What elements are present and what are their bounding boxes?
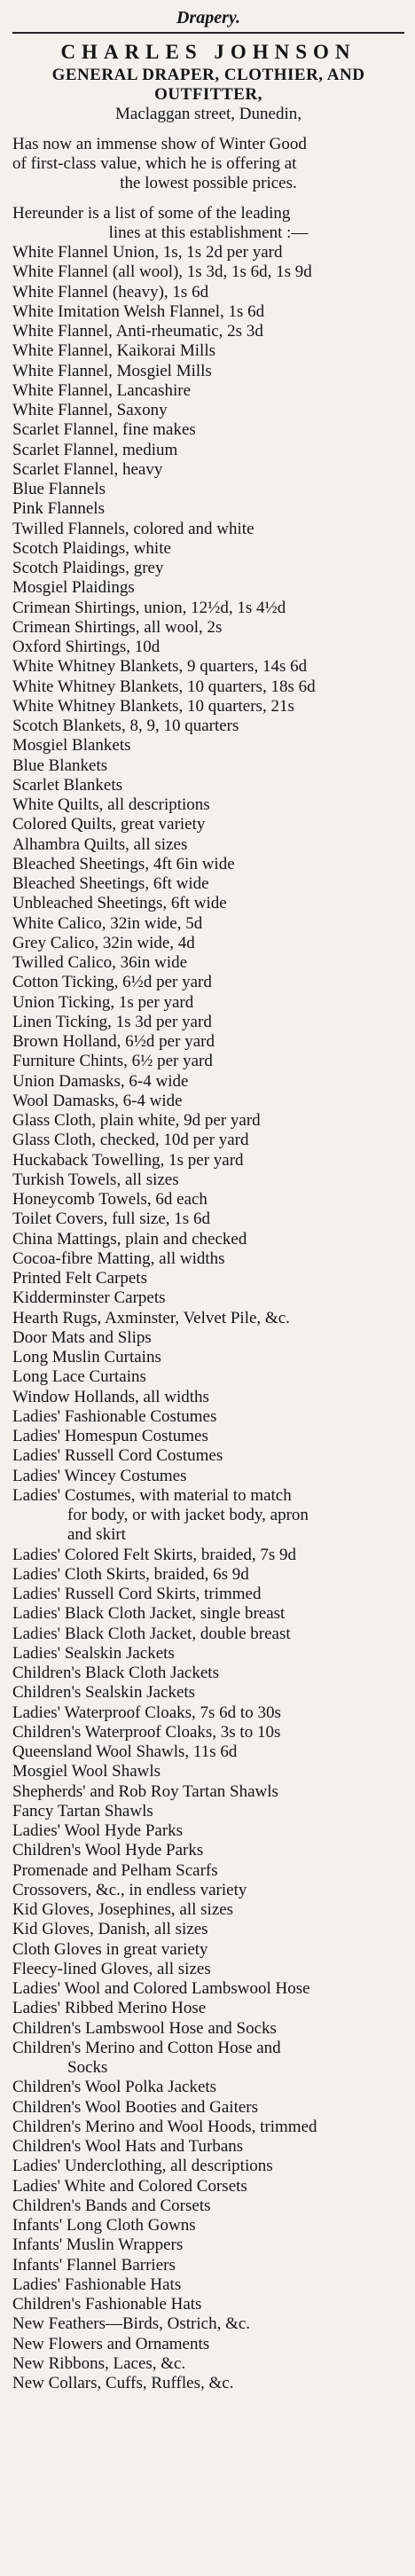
intro-paragraph [12,135,404,193]
goods-list-item: White Imitation Welsh Flannel, 1s 6d [12,301,265,321]
goods-list-item: Toilet Covers, full size, 1s 6d [12,1210,210,1229]
goods-list-item: for body, or with jacket body, apron [67,1506,309,1524]
goods-list [12,243,404,2393]
goods-list-item: White Flannel (all wool), 1s 3d, 1s 6d, 1s 9d [12,262,312,282]
goods-list-item: Kidderminster Carpets [12,1288,166,1308]
goods-list-item: Wool Damasks, 6-4 wide [12,1091,183,1110]
goods-list-item: Honeycomb Towels, 6d each [12,1190,208,1209]
goods-list-item: Queensland Wool Shawls, 11s 6d [12,1742,238,1761]
goods-list-item: White Whitney Blankets, 9 quarters, 14s 6d [12,657,308,677]
goods-list-item: and skirt [67,1525,126,1545]
intro-line: Has now an immense show of Winter Good [12,135,307,153]
goods-list-item: Ladies' Black Cloth Jacket, double breast [12,1624,291,1643]
goods-list-item: Ladies' Wool Hyde Parks [12,1821,184,1840]
goods-list-item: New Collars, Cuffs, Ruffles, &c. [12,2374,234,2392]
goods-list-item: Blue Flannels [12,480,106,498]
list-intro-line: Hereunder is a list of some of the leading [12,204,291,223]
goods-list-item: Infants' Muslin Wrappers [12,2235,184,2255]
goods-list-item: Ladies' Black Cloth Jacket, single breast [12,1604,286,1624]
goods-list-item: White Flannel, Lancashire [12,380,192,400]
goods-list-item: Scarlet Blankets [12,775,122,795]
goods-list-item: Union Ticking, 1s per yard [12,992,194,1012]
goods-list-item: Children's Sealskin Jackets [12,1683,196,1703]
goods-list-item: Ladies' Russell Cord Costumes [12,1446,223,1466]
goods-list-item: Huckaback Towelling, 1s per yard [12,1150,244,1170]
goods-list-item: Pink Flannels [12,499,105,519]
goods-list-item: New Ribbons, Laces, &c. [12,2353,186,2373]
goods-list-item: Ladies' Underclothing, all descriptions [12,2157,273,2176]
goods-list-item: Cotton Ticking, 6½d per yard [12,973,212,992]
goods-list-item: White Flannel, Saxony [12,401,168,419]
goods-list-item: Furniture Chints, 6½ per yard [12,1052,213,1071]
goods-list-item: Bleached Sheetings, 6ft wide [12,874,209,893]
goods-list-item: Oxford Shirtings, 10d [12,638,161,656]
advertiser-name: CHARLES JOHNSON [60,41,356,63]
heading-rule [12,32,404,34]
goods-list-item: Grey Calico, 32in wide, 4d [12,933,195,952]
goods-list-item: Alhambra Quilts, all sizes [12,834,188,854]
goods-list-item: Children's Wool Hats and Turbans [12,2137,244,2156]
goods-list-item: White Quilts, all descriptions [12,795,210,814]
goods-list-item: Ladies' Fashionable Hats [12,2275,182,2294]
goods-list-item: Scarlet Flannel, heavy [12,459,163,479]
goods-list-item: Twilled Flannels, colored and white [12,519,254,538]
goods-list-item: New Feathers—Birds, Ostrich, &c. [12,2314,251,2334]
goods-list-item: Door Mats and Slips [12,1327,152,1347]
goods-list-item: Ladies' White and Colored Corsets [12,2176,247,2196]
goods-list-item: White Flannel Union, 1s, 1s 2d per yard [12,243,283,262]
goods-list-item: Children's Merino and Cotton Hose and [12,2038,281,2057]
goods-list-item: Infants' Long Cloth Gowns [12,2216,196,2235]
goods-list-item: Glass Cloth, checked, 10d per yard [12,1131,249,1150]
goods-list-item: Ladies' Homespun Costumes [12,1427,208,1445]
goods-list-item: Union Damasks, 6-4 wide [12,1071,189,1091]
goods-list-item: Shepherds' and Rob Roy Tartan Shawls [12,1781,278,1801]
goods-list-item: Unbleached Sheetings, 6ft wide [12,894,227,913]
intro-line: the lowest possible prices. [120,174,297,192]
spacer [12,193,404,202]
goods-list-item: Scotch Blankets, 8, 9, 10 quarters [12,716,239,735]
goods-list-item: Children's Waterproof Cloaks, 3s to 10s [12,1722,281,1742]
goods-list-item: Crimean Shirtings, all wool, 2s [12,617,223,637]
business-title-continued: OUTFITTER, [154,85,262,104]
goods-list-item: Scotch Plaidings, white [12,538,171,558]
goods-list-item: Children's Bands and Corsets [12,2196,211,2215]
goods-list-item: Printed Felt Carpets [12,1269,147,1288]
goods-list-item: Turkish Towels, all sizes [12,1170,179,1189]
business-title: GENERAL DRAPER, CLOTHIER, AND [51,66,365,84]
goods-list-item: Ladies' Colored Felt Skirts, braided, 7s 9d [12,1545,297,1564]
goods-list-item: White Flannel, Anti-rheumatic, 2s 3d [12,322,263,341]
goods-list-item: Long Lace Curtains [12,1367,146,1387]
goods-list-item: White Calico, 32in wide, 5d [12,913,203,933]
goods-list-item: White Whitney Blankets, 10 quarters, 21s [12,696,294,716]
goods-list-item: Ladies' Costumes, with material to match [12,1485,292,1505]
goods-list-item: Bleached Sheetings, 4ft 6in wide [12,854,235,873]
goods-list-item: Children's Wool Booties and Gaiters [12,2097,259,2117]
goods-list-item: Scotch Plaidings, grey [12,559,164,577]
goods-list-item: Socks [67,2058,108,2077]
goods-list-item: New Flowers and Ornaments [12,2334,210,2353]
goods-list-item: White Flannel, Kaikorai Mills [12,341,216,361]
goods-list-item: Infants' Flannel Barriers [12,2255,176,2275]
goods-list-item: Brown Holland, 6½d per yard [12,1032,215,1051]
goods-list-item: Crimean Shirtings, union, 12½d, 1s 4½d [12,598,286,617]
goods-list-item: Crossovers, &c., in endless variety [12,1880,247,1899]
goods-list-item: Colored Quilts, great variety [12,815,206,834]
goods-list-item: Fancy Tartan Shawls [12,1801,153,1820]
goods-list-item: Children's Lambswool Hose and Socks [12,2018,277,2038]
goods-list-item: Twilled Calico, 36in wide [12,953,188,972]
goods-list-item: White Flannel (heavy), 1s 6d [12,282,209,301]
goods-list-item: Scarlet Flannel, medium [12,440,178,459]
goods-list-item: Ladies' Cloth Skirts, braided, 6s 9d [12,1564,249,1584]
goods-list-item: Ladies' Wincey Costumes [12,1466,187,1485]
goods-list-item: Ladies' Ribbed Merino Hose [12,1999,207,2018]
goods-list-item: Window Hollands, all widths [12,1387,209,1406]
goods-list-item: Ladies' Sealskin Jackets [12,1643,175,1663]
business-address: Maclaggan street, Dunedin, [115,105,301,123]
goods-list-item: Mosgiel Plaidings [12,578,135,598]
goods-list-item: Mosgiel Wool Shawls [12,1762,161,1781]
spacer [12,124,404,133]
goods-list-item: Kid Gloves, Josephines, all sizes [12,1900,234,1919]
list-intro-line: lines at this establishment :— [108,223,309,242]
goods-list-item: Blue Blankets [12,756,108,775]
goods-list-item: Ladies' Waterproof Cloaks, 7s 6d to 30s [12,1703,281,1722]
goods-list-item: Children's Wool Polka Jackets [12,2078,217,2097]
list-intro-paragraph [12,204,404,243]
goods-list-item: Kid Gloves, Danish, all sizes [12,1920,208,1939]
goods-list-item: Children's Merino and Wool Hoods, trimmed [12,2117,317,2136]
goods-list-item: Children's Black Cloth Jackets [12,1664,219,1682]
section-heading: Drapery. [176,8,241,27]
goods-list-item: China Mattings, plain and checked [12,1229,247,1249]
goods-list-item: Scarlet Flannel, fine makes [12,420,196,440]
goods-list-item: Ladies' Fashionable Costumes [12,1406,217,1426]
goods-list-item: Glass Cloth, plain white, 9d per yard [12,1111,261,1130]
goods-list-item: Cloth Gloves in great variety [12,1939,208,1959]
goods-list-item: Long Muslin Curtains [12,1348,161,1366]
goods-list-item: Hearth Rugs, Axminster, Velvet Pile, &c. [12,1308,290,1327]
goods-list-item: Fleecy-lined Gloves, all sizes [12,1959,211,1978]
goods-list-item: Ladies' Wool and Colored Lambswool Hose [12,1979,310,1998]
intro-line: of first-class value, which he is offering at [12,154,297,173]
goods-list-item: Promenade and Pelham Scarfs [12,1860,218,1880]
goods-list-item: White Flannel, Mosgiel Mills [12,361,212,380]
goods-list-item: Cocoa-fibre Matting, all widths [12,1249,225,1268]
goods-list-item: Linen Ticking, 1s 3d per yard [12,1012,212,1031]
goods-list-item: Children's Fashionable Hats [12,2295,202,2314]
goods-list-item: Mosgiel Blankets [12,736,131,756]
goods-list-item: Ladies' Russell Cord Skirts, trimmed [12,1585,262,1603]
goods-list-item: White Whitney Blankets, 10 quarters, 18s 6d [12,677,316,696]
goods-list-item: Children's Wool Hyde Parks [12,1841,204,1860]
